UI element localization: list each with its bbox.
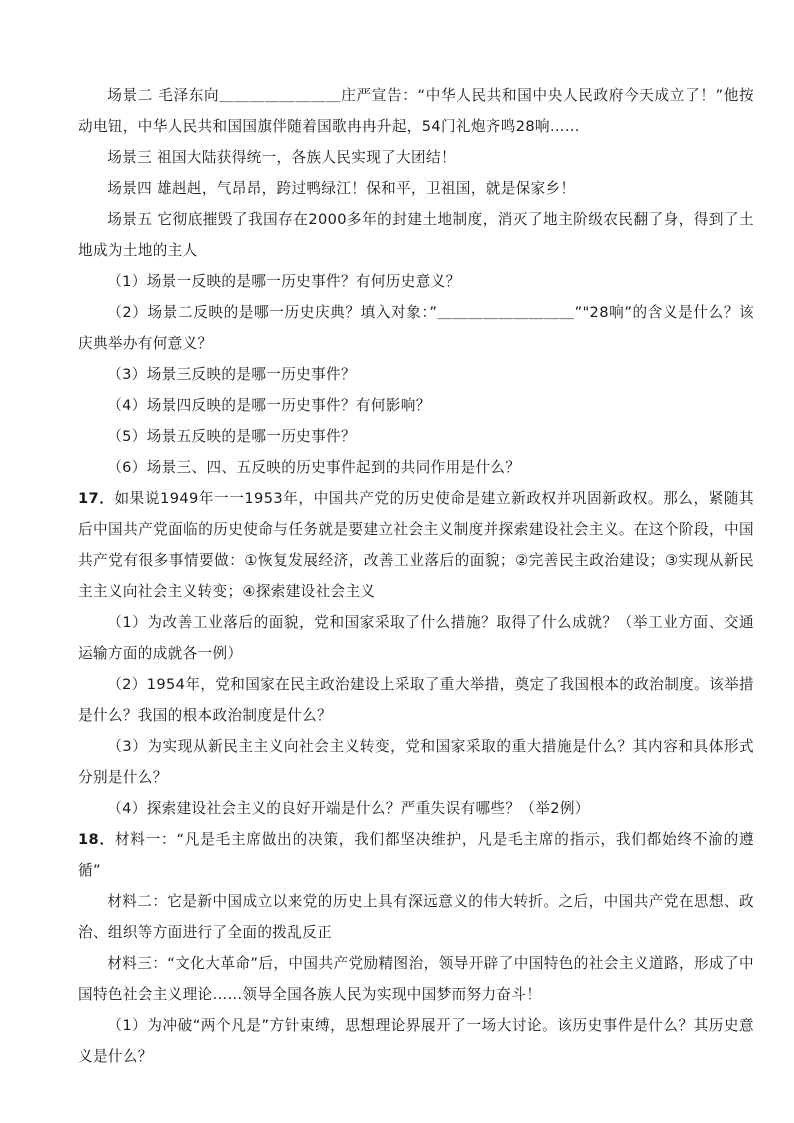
question-16-2: （2）场景二反映的是哪一历史庆典？填入对象：”＿＿＿＿＿＿＿＿＿”"28响”的含义是什么？该庆典举办有何意义？ [78, 304, 754, 352]
question-17-stem: 17．如果说1949年一一1953年，中国共产党的历史使命是建立新政权并巩固新政权。那么，紧随其后中国共产党面临的历史使命与任务就是要建立社会主义制度并探索建设社会主义。在这个阶段，中国共产党有很多事情要做：①恢复发展经济，改善工业落后的面貌；②完善民主政治建设；③实现从新民主主义向社会主义转变；④探索建设社会主义 [78, 490, 755, 600]
question-16-6: （6）场景三、四、五反映的历史事件起到的共同作用是什么？ [107, 459, 521, 476]
question-17-1: （1）为改善工业落后的面貌，党和国家采取了什么措施？取得了什么成就？（举工业方面、交通运输方面的成就各一例） [78, 614, 754, 662]
question-16-1: （1）场景一反映的是哪一历史事件？有何历史意义？ [107, 273, 461, 290]
scene-four: 场景四 雄赳赳，气昂昂，跨过鸭绿江！保和平，卫祖国，就是保家乡！ [107, 180, 576, 197]
scene-two: 场景二 毛泽东向＿＿＿＿＿＿＿＿庄严宣告：“中华人民共和国中央人民政府今天成立了！”他按动电钮，中华人民共和国国旗伴随着国歌冉冉升起，54门礼炮齐鸣28响…… [78, 87, 754, 135]
scene-five: 场景五 它彻底摧毁了我国存在2000多年的封建土地制度，消灭了地主阶级农民翻了身，得到了土地成为土地的主人 [78, 211, 754, 259]
document-page [78, 80, 754, 1072]
material-two: 材料二：它是新中国成立以来党的历史上具有深远意义的伟大转折。之后，中国共产党在思想、政治、组织等方面进行了全面的拨乱反正 [78, 893, 754, 941]
question-18-stem: 18．材料一：“凡是毛主席做出的决策，我们都坚决维护，凡是毛主席的指示，我们都始终不渝的遵循” [78, 831, 755, 879]
material-three: 材料三：“文化大革命”后，中国共产党励精图治，领导开辟了中国特色的社会主义道路，形成了中国特色社会主义理论……领导全国各族人民为实现中国梦而努力奋斗！ [78, 955, 754, 1003]
question-number: 18． [78, 831, 115, 848]
question-16-4: （4）场景四反映的是哪一历史事件？有何影响？ [107, 397, 431, 414]
scene-three: 场景三 祖国大陆获得统一，各族人民实现了大团结！ [107, 149, 456, 166]
question-number: 17． [78, 490, 115, 507]
question-18-1: （1）为冲破“两个凡是”方针束缚，思想理论界展开了一场大讨论。该历史事件是什么？其历史意义是什么？ [78, 1017, 754, 1065]
question-17-4: （4）探索建设社会主义的良好开端是什么？严重失误有哪些？（举2例） [107, 800, 590, 817]
question-16-5: （5）场景五反映的是哪一历史事件？ [107, 428, 356, 445]
question-16-3: （3）场景三反映的是哪一历史事件？ [107, 366, 356, 383]
question-17-3: （3）为实现从新民主主义向社会主义转变，党和国家采取的重大措施是什么？其内容和具体形式分别是什么？ [78, 738, 754, 786]
question-17-2: （2）1954年，党和国家在民主政治建设上采取了重大举措，奠定了我国根本的政治制度。该举措是什么？我国的根本政治制度是什么？ [78, 676, 754, 724]
